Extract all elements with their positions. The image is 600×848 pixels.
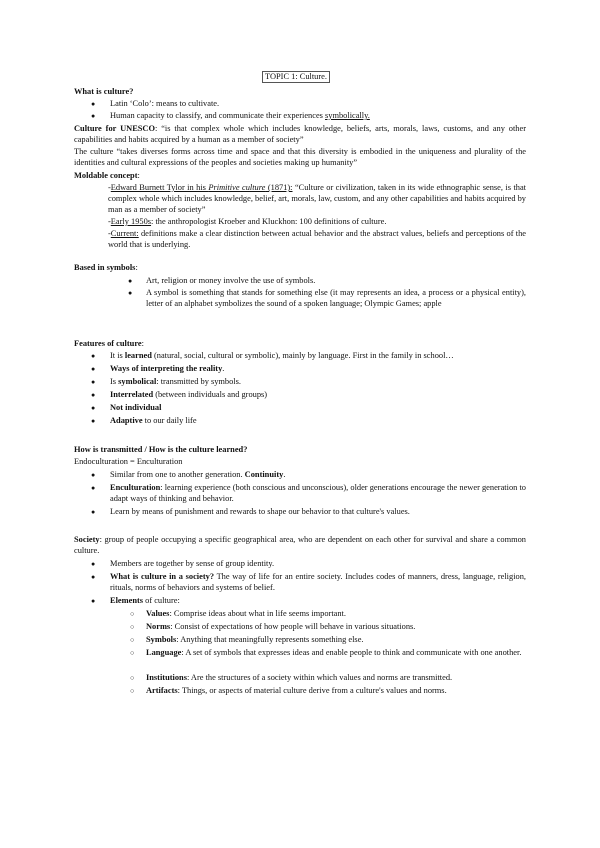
- heading-features-of-culture: Features of culture:: [74, 339, 144, 348]
- sub-bullet-icon: ○: [130, 649, 135, 657]
- list-item: A symbol is something that stands for something else (it may represents an idea, a process or a physical entity), letter of an alphabet symbolizes the sound of a spoken language; Olympic Games; apple: [146, 288, 526, 309]
- list-item: It is learned (natural, social, cultural or symbolic), mainly by language. First in the family in school…: [110, 351, 454, 360]
- list-item: Not individual: [110, 403, 162, 412]
- list-item: Art, religion or money involve the use of symbols.: [146, 276, 316, 285]
- bullet-icon: ●: [91, 100, 96, 108]
- list-item: Similar from one to another generation. Continuity.: [110, 470, 286, 479]
- bullet-icon: ●: [91, 391, 96, 399]
- bullet-icon: ●: [91, 471, 96, 479]
- list-item: Elements of culture:: [110, 596, 180, 605]
- document-title: TOPIC 1: Culture.: [262, 71, 330, 83]
- list-item: Enculturation: learning experience (both conscious and unconscious), older generations encourage the newer generation to adapt ways of thinking and behavior.: [110, 483, 526, 504]
- enculturation-subheading: Endoculturation = Enculturation: [74, 457, 183, 466]
- sub-list-item: Institutions: Are the structures of a society within which values and norms are transmitted.: [146, 673, 453, 682]
- list-item: What is culture in a society? The way of life for an entire society. Includes codes of manners, dress, language, religion, rituals, norms of behaviors and systems of belief.: [110, 572, 526, 593]
- list-item: Latin ‘Colo’: means to cultivate.: [110, 99, 220, 108]
- bullet-icon: ●: [91, 508, 96, 516]
- bullet-icon: ●: [91, 484, 96, 492]
- heading-moldable-concept: Moldable concept:: [74, 171, 140, 180]
- list-item: Human capacity to classify, and communicate their experiences symbolically.: [110, 111, 370, 120]
- early-1950s-note: -Early 1950s: the anthropologist Kroeber and Kluckhon: 100 definitions of culture.: [108, 217, 387, 226]
- bullet-icon: ●: [91, 597, 96, 605]
- sub-list-item: Language: A set of symbols that expresses ideas and enable people to think and communicate with one another.: [146, 648, 522, 657]
- heading-based-in-symbols: Based in symbols:: [74, 263, 138, 272]
- sub-bullet-icon: ○: [130, 610, 135, 618]
- bullet-icon: ●: [91, 573, 96, 581]
- bullet-icon: ●: [91, 417, 96, 425]
- list-item: Learn by means of punishment and rewards to shape our behavior to that culture's values.: [110, 507, 410, 516]
- heading-how-is-transmitted: How is transmitted / How is the culture learned?: [74, 445, 248, 454]
- list-item: Members are together by sense of group identity.: [110, 559, 275, 568]
- list-item: Adaptive to our daily life: [110, 416, 197, 425]
- sub-bullet-icon: ○: [130, 623, 135, 631]
- sub-list-item: Artifacts: Things, or aspects of material culture derive from a culture's values and norms.: [146, 686, 447, 695]
- sub-bullet-icon: ○: [130, 687, 135, 695]
- sub-list-item: Norms: Consist of expectations of how people will behave in various situations.: [146, 622, 416, 631]
- bullet-icon: ●: [91, 560, 96, 568]
- sub-bullet-icon: ○: [130, 636, 135, 644]
- bullet-icon: ●: [91, 378, 96, 386]
- bullet-icon: ●: [91, 404, 96, 412]
- bullet-icon: ●: [128, 289, 133, 297]
- current-definition: -Current: definitions make a clear distinction between actual behavior and the abstract values, beliefs and perceptions of the world that is underlying.: [108, 229, 526, 250]
- bullet-icon: ●: [91, 112, 96, 120]
- tylor-definition: -Edward Burnett Tylor in his Primitive culture (1871): “Culture or civilization, taken in its wide ethnographic sense, is that complex whole which includes knowledge, belief, art, morals, law, custom, and any other capabilities and habits acquired by man as a member of society”: [108, 183, 526, 215]
- list-item: Is symbolical: transmitted by symbols.: [110, 377, 241, 386]
- bullet-icon: ●: [128, 277, 133, 285]
- sub-bullet-icon: ○: [130, 674, 135, 682]
- unesco-paragraph: Culture for UNESCO: “is that complex whole which includes knowledge, beliefs, arts, morals, laws, customs, and any other capabilities and habits acquired by a human as a member of society”: [74, 124, 526, 145]
- society-definition: Society: group of people occupying a specific geographical area, who are dependent on each other for survival and share a common culture.: [74, 535, 526, 556]
- sub-list-item: Symbols: Anything that meaningfully represents something else.: [146, 635, 364, 644]
- bullet-icon: ●: [91, 365, 96, 373]
- list-item: Ways of interpreting the reality.: [110, 364, 225, 373]
- list-item: Interrelated (between individuals and groups): [110, 390, 268, 399]
- diversity-paragraph: The culture “takes diverses forms across time and space and that this diversity is embodied in the uniqueness and plurality of the identities and cultural expressions of the peoples and societies making up humanity”: [74, 147, 526, 168]
- sub-list-item: Values: Comprise ideas about what in life seems important.: [146, 609, 346, 618]
- bullet-icon: ●: [91, 352, 96, 360]
- heading-what-is-culture: What is culture?: [74, 87, 134, 96]
